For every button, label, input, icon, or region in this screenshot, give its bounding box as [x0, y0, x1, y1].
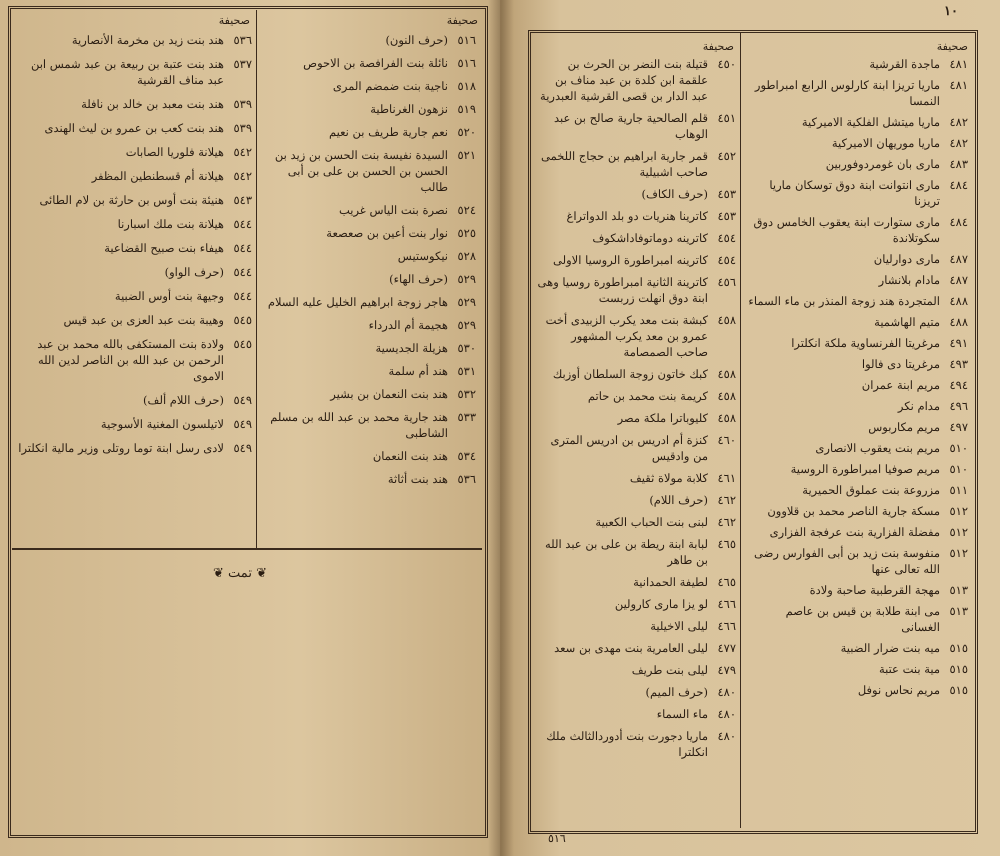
index-entry-name: وهيبة بنت عبد العزى بن عبد قيس: [63, 313, 224, 327]
index-entry-page: ٤٧٩: [717, 663, 736, 677]
index-entry: [536, 186, 736, 202]
right-column-divider: [740, 32, 741, 828]
index-entry-page: ٥٣٩: [233, 97, 252, 111]
index-entry-name: ماريا ميتشل الفلكية الاميركية: [801, 115, 940, 129]
index-entry-name: (حرف الهاء): [389, 272, 448, 286]
index-entry: [536, 470, 736, 486]
index-entry: [746, 335, 968, 351]
index-entry-name: ليلى العامرية بنت مهدى بن سعد: [554, 641, 708, 655]
index-entry-page: ٥٤٩: [233, 417, 252, 431]
index-entry-page: ٤٦١: [717, 471, 736, 485]
index-entry: [16, 120, 252, 136]
index-entry-page: ٤٨٠: [717, 707, 736, 721]
index-entry-page: ٥٤٢: [233, 169, 252, 183]
index-entry-page: ٥٤٥: [233, 313, 252, 327]
index-entry-name: متيم الهاشمية: [874, 315, 940, 329]
index-entry-name: هند بنت عتبة بن ربيعة بن عبد شمس ابن عبد مناف القرشية: [30, 57, 224, 87]
index-entry-page: ٥١٢: [949, 504, 968, 518]
index-entry-name: هيلانة أم قسطنطين المظفر: [91, 169, 224, 183]
index-entry: [536, 110, 736, 142]
index-entry-name: هنيئة بنت أوس بن حارثة بن لام الطائى: [39, 193, 224, 207]
catchword: ٥١٦: [548, 832, 566, 845]
index-entry-name: مدام نكر: [897, 399, 940, 413]
index-entry-name: مفضلة الفزارية بنت عرفجة الفزارى: [769, 525, 940, 539]
left-inner-index-column: [264, 32, 476, 494]
index-entry: [16, 416, 252, 432]
index-entry-page: ٤٨٧: [949, 252, 968, 266]
index-entry: [746, 56, 968, 72]
index-entry: [746, 503, 968, 519]
index-entry-page: ٤٥٨: [717, 367, 736, 381]
index-entry-page: ٥١٠: [949, 462, 968, 476]
index-entry-page: ٤٩٧: [949, 420, 968, 434]
index-entry-page: ٤٨٨: [949, 294, 968, 308]
index-entry-page: ٤٩٣: [949, 357, 968, 371]
index-entry: [746, 114, 968, 130]
left-outer-index-column: [16, 32, 252, 464]
index-entry: [536, 640, 736, 656]
index-entry: [746, 482, 968, 498]
index-entry: [264, 363, 476, 379]
index-entry-page: ٥١٦: [457, 33, 476, 47]
index-entry-name: مارى ستوارت ابنة يعقوب الخامس دوق سكوتلاندة: [753, 215, 940, 245]
index-entry: [536, 596, 736, 612]
index-entry-page: ٥٢٩: [457, 295, 476, 309]
index-entry: [264, 101, 476, 117]
index-entry-page: ٤٥٣: [717, 209, 736, 223]
index-entry: [746, 156, 968, 172]
index-entry-name: لاتيلسون المغنية الأسوجية: [100, 417, 224, 431]
index-entry-name: مزروعة بنت عملوق الحميرية: [802, 483, 940, 497]
index-entry: [746, 272, 968, 288]
index-entry: [16, 32, 252, 48]
index-entry-name: نعم جارية طريف بن نعيم: [329, 125, 448, 139]
index-entry-name: نصرة بنت الياس غريب: [338, 203, 448, 217]
index-entry: [16, 336, 252, 384]
index-entry: [536, 252, 736, 268]
index-entry: [536, 618, 736, 634]
index-entry: [16, 240, 252, 256]
index-entry-page: ٤٥٠: [717, 57, 736, 71]
index-entry: [16, 168, 252, 184]
index-entry-name: هند بنت النعمان: [372, 449, 448, 463]
index-entry-page: ٤٦٢: [717, 515, 736, 529]
index-entry-page: ٤٧٧: [717, 641, 736, 655]
index-entry-page: ٤٨٢: [949, 115, 968, 129]
index-entry-name: السيدة نفيسة بنت الحسن بن زيد بن الحسن بن الحسن بن على بن أبى طالب: [274, 148, 448, 194]
index-entry-page: ٥٣٩: [233, 121, 252, 135]
index-entry: [536, 56, 736, 104]
left-table-bottom-rule: [12, 548, 482, 550]
index-entry-page: ٥٤٤: [233, 217, 252, 231]
book-gutter: [488, 0, 514, 856]
index-entry-page: ٤٨١: [949, 57, 968, 71]
index-entry-page: ٤٦٦: [717, 597, 736, 611]
index-entry: [264, 386, 476, 402]
index-entry-name: كليوباترا ملكة مصر: [617, 411, 708, 425]
index-entry: [264, 32, 476, 48]
index-entry: [536, 432, 736, 464]
index-entry: [746, 314, 968, 330]
index-entry: [746, 251, 968, 267]
index-entry: [264, 271, 476, 287]
index-entry-page: ٥٣٣: [457, 410, 476, 424]
index-entry-page: ٤٨٣: [949, 157, 968, 171]
index-entry-page: ٥١١: [949, 483, 968, 497]
index-entry-page: ٥٢٥: [457, 226, 476, 240]
index-entry-page: ٤٨١: [949, 78, 968, 92]
index-entry: [536, 684, 736, 700]
index-entry-page: ٤٥٢: [717, 149, 736, 163]
index-entry-name: نزهون الغرناطية: [370, 102, 448, 116]
index-entry: [746, 356, 968, 372]
index-entry: [16, 264, 252, 280]
right-outer-index-column: [536, 56, 736, 766]
index-entry-name: كبشة بنت معد يكرب الزبيدى أخت عمرو بن معد يكرب المشهور صاحب الصمصامة: [545, 313, 708, 359]
index-entry: [536, 388, 736, 404]
index-entry-page: ٥١٣: [949, 583, 968, 597]
index-entry-page: ٥١٢: [949, 525, 968, 539]
index-entry: [746, 214, 968, 246]
index-entry-name: كاترينا هنريات دو بلد الدواتراغ: [566, 209, 708, 223]
right-outer-column-header: صحيفة: [702, 40, 734, 53]
index-entry: [536, 514, 736, 530]
index-entry-name: مارى انتوانت ابنة دوق توسكان ماريا تريزنا: [769, 178, 940, 208]
index-entry-name: هند بنت زيد بن مخرمة الأنصارية: [71, 33, 224, 47]
index-entry-name: هند بنت النعمان بن بشير: [330, 387, 448, 401]
index-entry-name: مسكة جارية الناصر محمد بن قلاوون: [767, 504, 940, 518]
index-entry-name: مرغريتا الفرنساوية ملكة انكلترا: [791, 336, 940, 350]
index-entry-name: نيكوستيس: [397, 249, 448, 263]
index-entry-name: هزيلة الجديسية: [375, 341, 448, 355]
index-entry-name: مريم صوفيا امبراطورة الروسية: [790, 462, 940, 476]
index-entry-page: ٤٩٤: [949, 378, 968, 392]
index-entry: [264, 147, 476, 195]
index-entry: [746, 582, 968, 598]
index-entry-page: ٤٨٧: [949, 273, 968, 287]
index-entry-name: هاجر زوجة ابراهيم الخليل عليه السلام: [267, 295, 448, 309]
index-entry-name: (حرف الكاف): [641, 187, 708, 201]
index-entry-name: مادام بلانشار: [878, 273, 940, 287]
index-entry-name: المتجردة هند زوجة المنذر بن ماء السماء: [748, 294, 940, 308]
index-entry-page: ٤٥٨: [717, 389, 736, 403]
index-entry-name: مريم نحاس نوفل: [857, 683, 940, 697]
index-entry-name: لبابة ابنة ريطة بن على بن عبد الله بن طاهر: [544, 537, 708, 567]
index-entry-name: لادى رسل ابنة توما روتلى وزير مالية انكلترا: [18, 441, 224, 455]
index-entry-name: لطيفة الحمدانية: [633, 575, 708, 589]
index-entry-name: ولادة بنت المستكفى بالله محمد بن عبد الرحمن بن عبد الله بن الناصر لدين الله الاموى: [37, 337, 224, 383]
index-entry: [746, 293, 968, 309]
index-entry: [264, 225, 476, 241]
index-entry-name: كنزة أم ادريس بن ادريس المترى من وادقيس: [550, 433, 708, 463]
index-entry-name: هند بنت معبد بن خالد بن نافلة: [81, 97, 224, 111]
index-entry-page: ٥٣٧: [233, 57, 252, 71]
index-entry-name: كاترينه دوماتوفاداشكوف: [592, 231, 708, 245]
index-entry: [264, 409, 476, 441]
index-entry: [746, 661, 968, 677]
index-entry: [16, 56, 252, 88]
index-entry-name: قتيلة بنت النضر بن الحرث بن علقمة ابن كلدة بن عبد مناف بن عبد الدار بن قصى القرشية العبدرية: [540, 57, 708, 103]
index-entry: [264, 202, 476, 218]
index-entry: [264, 317, 476, 333]
index-entry-name: كريمة بنت محمد بن حاتم: [587, 389, 708, 403]
end-ornament-text: تمت: [228, 566, 252, 581]
index-entry: [536, 492, 736, 508]
index-entry: [16, 96, 252, 112]
index-entry-page: ٤٥٨: [717, 313, 736, 327]
index-entry-page: ٥٣٦: [233, 33, 252, 47]
index-entry-page: ٥٤٥: [233, 337, 252, 351]
index-entry: [746, 640, 968, 656]
index-entry-name: مريم مكاربوس: [868, 420, 940, 434]
index-entry-page: ٤٩٦: [949, 399, 968, 413]
index-entry-name: هند جارية محمد بن عبد الله بن مسلم الشاطبى: [270, 410, 448, 440]
right-inner-index-column: [746, 56, 968, 703]
index-entry-name: كاترينة الثانية امبراطورة روسيا وهى ابنة دوق انهلت زربست: [537, 275, 708, 305]
index-entry: [746, 461, 968, 477]
index-entry-page: ٥٤٢: [233, 145, 252, 159]
index-entry-name: ليلى الاخيلية: [650, 619, 708, 633]
index-entry-name: هند بنت أثاثة: [387, 472, 448, 486]
index-entry: [536, 728, 736, 760]
index-entry: [264, 124, 476, 140]
right-inner-column-header: صحيفة: [936, 40, 968, 53]
index-entry-page: ٤٥٤: [717, 253, 736, 267]
index-entry: [746, 177, 968, 209]
index-entry: [536, 312, 736, 360]
index-entry: [264, 340, 476, 356]
index-entry-page: ٥٤٤: [233, 265, 252, 279]
index-entry-page: ٤٥٤: [717, 231, 736, 245]
index-entry-page: ٤٨٤: [949, 215, 968, 229]
index-entry: [536, 274, 736, 306]
index-entry-page: ٥١٥: [949, 641, 968, 655]
index-entry-page: ٤٥٨: [717, 411, 736, 425]
index-entry-name: هند بنت كعب بن عمرو بن ليث الهندى: [44, 121, 224, 135]
index-entry-page: ٥١٦: [457, 56, 476, 70]
index-entry-page: ٥١٥: [949, 683, 968, 697]
index-entry-name: قمر جارية ابراهيم بن حجاج اللخمى صاحب اشبيلية: [540, 149, 708, 179]
index-entry-page: ٥٤٣: [233, 193, 252, 207]
index-entry-name: مريم بنت يعقوب الانصارى: [815, 441, 940, 455]
index-entry: [746, 398, 968, 414]
index-entry-name: هيفاء بنت صبيح القضاعية: [104, 241, 224, 255]
index-entry-name: (حرف اللام): [649, 493, 708, 507]
index-entry-name: ماجدة القرشية: [869, 57, 940, 71]
index-entry-page: ٥١٢: [949, 546, 968, 560]
index-entry-page: ٥٢٩: [457, 318, 476, 332]
index-entry-page: ٤٦٥: [717, 537, 736, 551]
index-entry: [746, 682, 968, 698]
index-entry: [746, 419, 968, 435]
index-entry-page: ٥٢٨: [457, 249, 476, 263]
index-entry: [746, 377, 968, 393]
index-entry-page: ٥٣٤: [457, 449, 476, 463]
left-inner-column-header: صحيفة: [446, 14, 478, 27]
index-entry-page: ٤٦٥: [717, 575, 736, 589]
index-entry: [746, 524, 968, 540]
index-entry-page: ٤٦٠: [717, 433, 736, 447]
index-entry-name: هند أم سلمة: [388, 364, 448, 378]
end-ornament: ❦ تمت ❦: [213, 566, 267, 581]
index-entry-name: (حرف الواو): [164, 265, 224, 279]
index-entry-name: ناجية بنت ضمضم المرى: [332, 79, 448, 93]
index-entry-name: ماريا دجورت بنت أدوردالثالث ملك انكلترا: [546, 729, 708, 759]
index-entry-name: مارى بان غومردوفوربين: [825, 157, 940, 171]
index-entry-page: ٥٢١: [457, 148, 476, 162]
page-number: ١٠: [944, 4, 958, 19]
index-entry-name: لو يزا مارى كارولين: [614, 597, 708, 611]
index-entry: [16, 288, 252, 304]
index-entry-name: هيلانة فلوريا الصابات: [125, 145, 224, 159]
index-entry-page: ٥٤٤: [233, 241, 252, 255]
index-entry-name: ماريا تريزا ابنة كارلوس الرابع امبراطور النمسا: [754, 78, 940, 108]
index-entry-name: هجيمة أم الدرداء: [368, 318, 448, 332]
index-entry-name: ميه بنت ضرار الضبية: [840, 641, 940, 655]
index-entry-name: كلابة مولاة ثقيف: [629, 471, 708, 485]
index-entry: [746, 545, 968, 577]
index-entry: [264, 448, 476, 464]
index-entry-name: (حرف النون): [385, 33, 448, 47]
index-entry: [16, 144, 252, 160]
index-entry-page: ٤٨٢: [949, 136, 968, 150]
index-entry-name: مرغريتا دى فالوا: [861, 357, 940, 371]
index-entry-name: (حرف الميم): [645, 685, 708, 699]
index-entry-page: ٥٢٤: [457, 203, 476, 217]
index-entry-page: ٤٥٣: [717, 187, 736, 201]
index-entry-page: ٥٣١: [457, 364, 476, 378]
left-column-divider: [256, 10, 257, 550]
index-entry-page: ٤٦٢: [717, 493, 736, 507]
index-entry: [536, 410, 736, 426]
index-entry-page: ٤٦٦: [717, 619, 736, 633]
index-entry-name: وجيهة بنت أوس الضبية: [114, 289, 224, 303]
index-entry-name: نائلة بنت الفرافصة بن الاحوص: [303, 56, 448, 70]
index-entry-page: ٤٨٠: [717, 685, 736, 699]
index-entry-name: كبك خاتون زوجة السلطان أوزبك: [552, 367, 708, 381]
index-entry-page: ٤٥١: [717, 111, 736, 125]
left-outer-column-header: صحيفة: [218, 14, 250, 27]
index-entry: [264, 55, 476, 71]
index-entry-page: ٥٤٤: [233, 289, 252, 303]
index-entry-name: منفوسة بنت زيد بن أبى الفوارس رضى الله تعالى عنها: [754, 546, 940, 576]
index-entry-page: ٥٢٠: [457, 125, 476, 139]
index-entry-page: ٤٨٤: [949, 178, 968, 192]
index-entry: [536, 230, 736, 246]
index-entry: [16, 312, 252, 328]
index-entry-page: ٥٣٦: [457, 472, 476, 486]
index-entry: [16, 216, 252, 232]
index-entry-name: مى ابنة طلابة بن قيس بن عاصم الغسانى: [785, 604, 940, 634]
index-entry-name: لبنى بنت الحباب الكعبية: [595, 515, 708, 529]
index-entry: [264, 78, 476, 94]
index-entry-name: مية بنت عتبة: [878, 662, 940, 676]
index-entry: [16, 440, 252, 456]
index-entry-page: ٤٨٠: [717, 729, 736, 743]
index-entry-page: ٤٩١: [949, 336, 968, 350]
index-entry: [746, 77, 968, 109]
index-entry-name: مهجة القرطبية صاحبة ولادة: [809, 583, 940, 597]
index-entry-name: (حرف اللام ألف): [143, 393, 224, 407]
index-entry-page: ٥٣٠: [457, 341, 476, 355]
index-entry-page: ٥١٨: [457, 79, 476, 93]
index-entry: [746, 440, 968, 456]
index-entry-page: ٥١٥: [949, 662, 968, 676]
index-entry: [536, 366, 736, 382]
index-entry-page: ٤٥٦: [717, 275, 736, 289]
index-entry: [264, 248, 476, 264]
index-entry: [16, 392, 252, 408]
index-entry-page: ٥١٣: [949, 604, 968, 618]
index-entry-page: ٥٤٩: [233, 393, 252, 407]
index-entry: [264, 294, 476, 310]
index-entry-name: ليلى بنت طريف: [631, 663, 708, 677]
index-entry: [536, 148, 736, 180]
index-entry: [536, 536, 736, 568]
index-entry: [536, 706, 736, 722]
index-entry-name: قلم الصالحية جارية صالح بن عبد الوهاب: [553, 111, 708, 141]
index-entry-name: هيلانة بنت ملك اسبارنا: [117, 217, 224, 231]
index-entry-name: ماريا موريهان الاميركية: [831, 136, 940, 150]
index-entry-page: ٤٨٨: [949, 315, 968, 329]
index-entry: [746, 603, 968, 635]
index-entry-page: ٥٣٢: [457, 387, 476, 401]
index-entry: [536, 574, 736, 590]
index-entry-page: ٥٢٩: [457, 272, 476, 286]
index-entry-page: ٥١٠: [949, 441, 968, 455]
index-entry: [536, 208, 736, 224]
index-entry-name: مريم ابنة عمران: [861, 378, 940, 392]
index-entry: [264, 471, 476, 487]
index-entry: [746, 135, 968, 151]
index-entry: [536, 662, 736, 678]
index-entry-name: نوار بنت أعين بن صعصعة: [326, 226, 448, 240]
index-entry-page: ٥٤٩: [233, 441, 252, 455]
index-entry-name: ماء السماء: [656, 707, 708, 721]
index-entry: [16, 192, 252, 208]
index-entry-name: مارى دوارليان: [873, 252, 940, 266]
index-entry-name: كاترينه امبراطورة الروسيا الاولى: [553, 253, 708, 267]
index-entry-page: ٥١٩: [457, 102, 476, 116]
